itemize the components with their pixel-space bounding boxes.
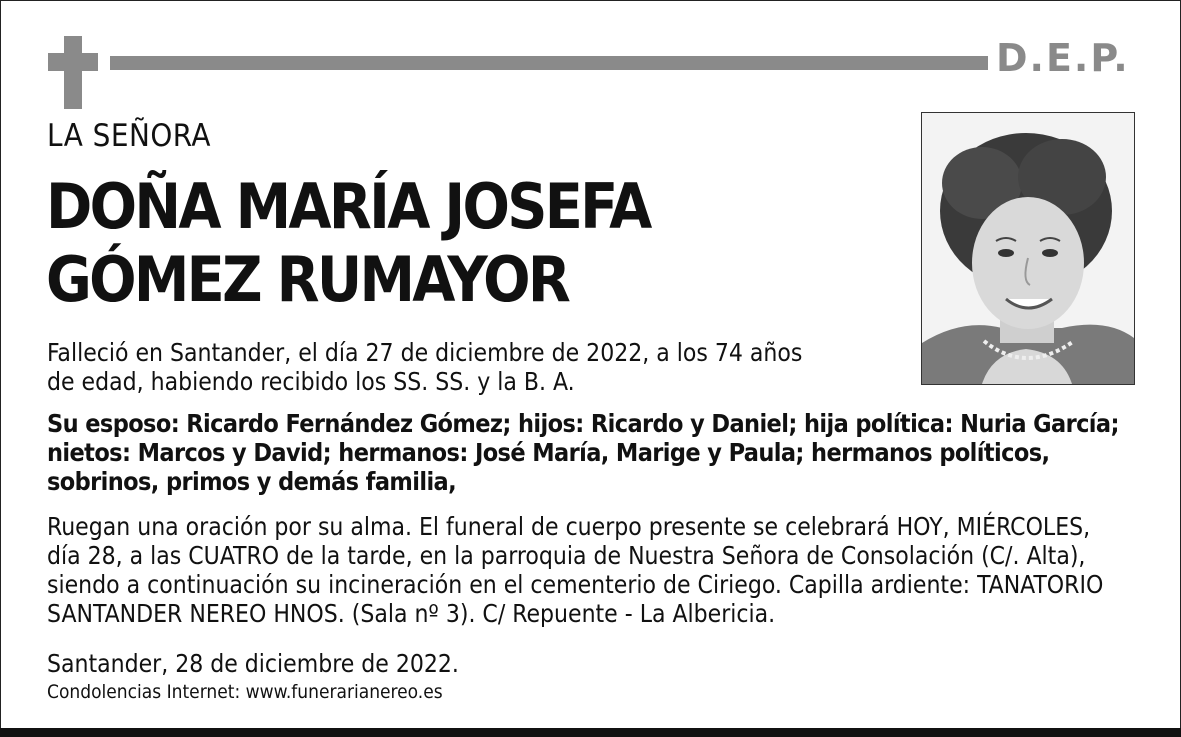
dep-label: D.E.P. — [996, 36, 1130, 80]
footer-rule — [0, 728, 1181, 737]
cross-icon — [48, 36, 98, 109]
name-line-2: GÓMEZ RUMAYOR — [46, 243, 569, 316]
family-line-2: nietos: Marcos y David; hermanos: José María, Marige y Paula; hermanos políticos, — [47, 438, 1050, 467]
header-rule — [110, 56, 988, 70]
death-paragraph — [47, 338, 817, 396]
family-line-3: sobrinos, primos y demás familia, — [47, 467, 457, 496]
funeral-line-4: SANTANDER NEREO HNOS. (Sala nº 3). C/ Repuente - La Albericia. — [47, 599, 776, 628]
death-line-1: Falleció en Santander, el día 27 de diciembre de 2022, a los 74 años — [47, 338, 803, 367]
family-paragraph — [47, 409, 1157, 496]
honorific: LA SEÑORA — [47, 118, 211, 154]
place-date: Santander, 28 de diciembre de 2022. — [47, 649, 459, 678]
condolences-line: Condolencias Internet: www.funerarianereo.es — [47, 681, 443, 703]
funeral-line-1: Ruegan una oración por su alma. El funeral de cuerpo presente se celebrará HOY, MIÉRCOLES, — [47, 512, 1091, 541]
portrait-photo — [921, 112, 1135, 385]
deceased-name — [46, 170, 650, 316]
funeral-line-3: siendo a continuación su incineración en el cementerio de Ciriego. Capilla ardiente: TANATORIO — [47, 570, 1104, 599]
family-line-1: Su esposo: Ricardo Fernández Gómez; hijos: Ricardo y Daniel; hija política: Nuria García; — [47, 409, 1119, 438]
funeral-paragraph — [47, 512, 1157, 628]
funeral-line-2: día 28, a las CUATRO de la tarde, en la parroquia de Nuestra Señora de Consolación (C/. Alta), — [47, 541, 1086, 570]
name-line-1: DOÑA MARÍA JOSEFA — [46, 170, 650, 243]
death-line-2: de edad, habiendo recibido los SS. SS. y la B. A. — [47, 367, 575, 396]
